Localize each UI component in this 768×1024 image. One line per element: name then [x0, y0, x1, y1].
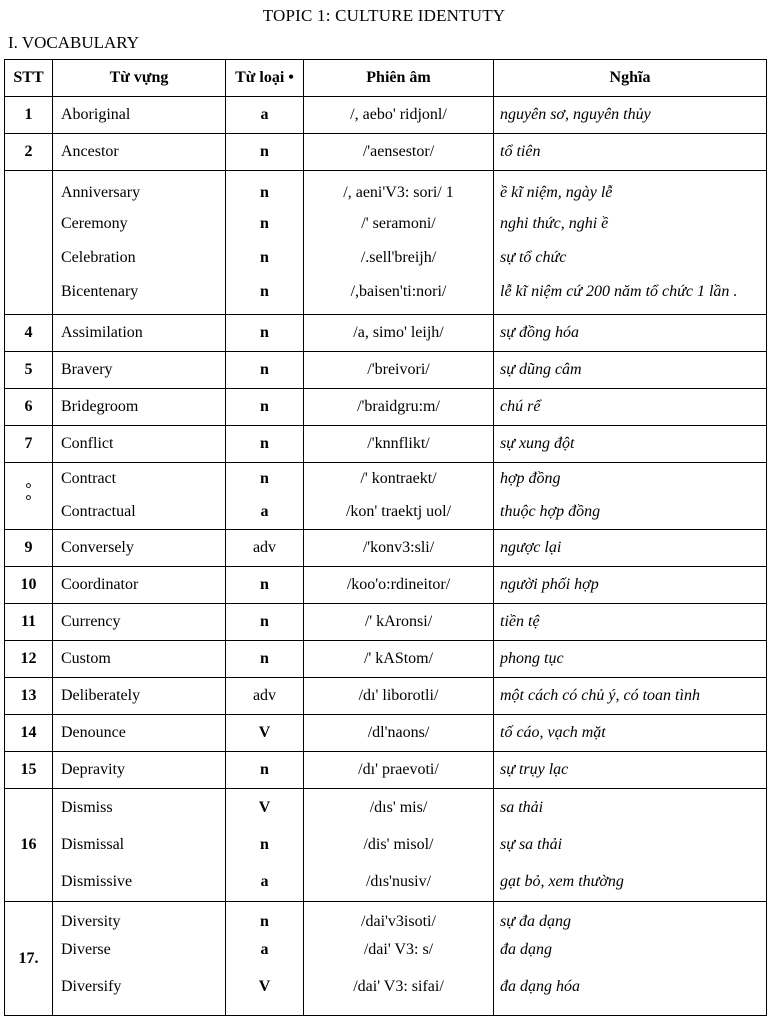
cell-word-text: Currency — [61, 612, 121, 630]
cell-word-text: Ancestor — [61, 142, 119, 160]
table-row — [5, 715, 767, 752]
cell-word — [53, 530, 226, 567]
cell-word-text: Dismissal — [61, 836, 125, 853]
cell-pronunciation-text: /' kontraekt/ — [360, 470, 437, 487]
cell-word-text: Depravity — [61, 760, 125, 778]
cell-meaning-text: hợp đồng — [500, 470, 561, 487]
cell-meaning — [494, 789, 767, 902]
table-row — [5, 171, 767, 315]
cell-word — [53, 171, 226, 315]
cell-word — [53, 463, 226, 530]
cell-meaning-text: thuộc hợp đồng — [500, 503, 601, 520]
cell-word — [53, 715, 226, 752]
cell-meaning-text: đa dạng — [500, 940, 552, 958]
cell-stt: 4 — [5, 315, 53, 352]
cell-word-text: Diversify — [61, 977, 122, 995]
cell-word — [53, 426, 226, 463]
cell-meaning-text: tổ tiên — [500, 142, 541, 160]
cell-type-text: n — [260, 183, 269, 201]
table-row — [5, 389, 767, 426]
cell-word-text: Contract — [61, 470, 117, 487]
cell-pronunciation — [304, 315, 494, 352]
cell-stt: 14 — [5, 715, 53, 752]
cell-word-text: Deliberately — [61, 686, 141, 704]
cell-meaning-text: nguyên sơ, nguyên thủy — [500, 105, 651, 123]
table-row — [5, 641, 767, 678]
table-row — [5, 902, 767, 1016]
cell-meaning-text: lễ kĩ niệm cứ 200 năm tổ chức 1 lần . — [500, 282, 738, 300]
cell-pronunciation-text: /'breivori/ — [367, 360, 430, 378]
cell-type-text: n — [260, 282, 269, 300]
cell-type-text: adv — [252, 686, 277, 704]
table-row — [5, 678, 767, 715]
table-row — [5, 426, 767, 463]
cell-pronunciation — [304, 567, 494, 604]
cell-type — [226, 426, 304, 463]
cell-pronunciation — [304, 678, 494, 715]
header-word: Từ vựng — [53, 60, 226, 97]
cell-type-text: n — [260, 470, 269, 487]
cell-word — [53, 315, 226, 352]
table-row — [5, 567, 767, 604]
cell-stt: 10 — [5, 567, 53, 604]
cell-type-text: n — [260, 649, 269, 667]
cell-meaning — [494, 902, 767, 1016]
cell-word-text: Anniversary — [61, 183, 141, 201]
cell-meaning-text: sự dũng câm — [500, 360, 582, 378]
cell-meaning — [494, 171, 767, 315]
cell-type-text: n — [260, 397, 269, 415]
cell-word-text: Celebration — [61, 248, 136, 266]
cell-meaning — [494, 315, 767, 352]
cell-pronunciation-text: /dis' misol/ — [363, 836, 434, 853]
cell-type-text: a — [260, 105, 269, 123]
cell-meaning-text: sự sa thải — [500, 836, 563, 853]
cell-stt — [5, 171, 53, 315]
cell-type-text: V — [258, 977, 271, 995]
cell-pronunciation-text: /dı' praevoti/ — [358, 760, 439, 778]
cell-word — [53, 567, 226, 604]
cell-pronunciation-text: /'braidgru:m/ — [357, 397, 440, 415]
cell-pronunciation-text: /' seramoni/ — [361, 214, 436, 232]
cell-word — [53, 752, 226, 789]
cell-type — [226, 567, 304, 604]
cell-pronunciation — [304, 530, 494, 567]
cell-pronunciation-text: /.sell'breijh/ — [360, 248, 437, 266]
cell-meaning-text: ngược lại — [500, 538, 562, 556]
cell-stt: 5 — [5, 352, 53, 389]
cell-meaning-text: sự trụy lạc — [500, 760, 569, 778]
cell-stt: 13 — [5, 678, 53, 715]
cell-word-text: Assimilation — [61, 323, 143, 341]
cell-pronunciation-text: /,baisen'ti:nori/ — [350, 282, 447, 300]
cell-word-text: Bicentenary — [61, 282, 139, 300]
cell-word — [53, 641, 226, 678]
cell-pronunciation — [304, 171, 494, 315]
cell-word-text: Custom — [61, 649, 111, 667]
cell-meaning — [494, 567, 767, 604]
cell-meaning-text: sự đa dạng — [500, 912, 571, 930]
cell-pronunciation — [304, 789, 494, 902]
table-row — [5, 604, 767, 641]
cell-meaning — [494, 678, 767, 715]
cell-meaning — [494, 752, 767, 789]
cell-word — [53, 678, 226, 715]
cell-word-text: Dismissive — [61, 873, 133, 890]
cell-type — [226, 352, 304, 389]
cell-stt: 17. — [5, 902, 53, 1016]
cell-meaning — [494, 389, 767, 426]
cell-meaning — [494, 604, 767, 641]
cell-pronunciation — [304, 389, 494, 426]
cell-type-text: n — [260, 248, 269, 266]
cell-type — [226, 315, 304, 352]
cell-pronunciation-text: /' kAStom/ — [363, 649, 434, 667]
cell-meaning — [494, 530, 767, 567]
header-type: Từ loại • — [226, 60, 304, 97]
cell-pronunciation-text: /'knnflikt/ — [367, 434, 430, 452]
cell-meaning-text: sự tổ chức — [500, 248, 567, 266]
cell-pronunciation-text: /dı' liborotli/ — [358, 686, 439, 704]
cell-meaning — [494, 715, 767, 752]
cell-stt: 15 — [5, 752, 53, 789]
cell-pronunciation — [304, 752, 494, 789]
cell-type-text: V — [258, 723, 271, 741]
cell-pronunciation — [304, 97, 494, 134]
header-meaning: Nghĩa — [494, 60, 767, 97]
header-stt: STT — [5, 60, 53, 97]
cell-pronunciation-text: /'aensestor/ — [362, 142, 435, 160]
cell-type-text: V — [258, 799, 271, 816]
cell-pronunciation — [304, 134, 494, 171]
cell-word-text: Bravery — [61, 360, 113, 378]
cell-stt: 9 — [5, 530, 53, 567]
cell-pronunciation — [304, 604, 494, 641]
cell-type — [226, 752, 304, 789]
cell-type — [226, 902, 304, 1016]
cell-word — [53, 389, 226, 426]
cell-pronunciation-text: /' kAronsi/ — [364, 612, 433, 630]
cell-type — [226, 789, 304, 902]
cell-type — [226, 389, 304, 426]
cell-word-text: Dismiss — [61, 799, 113, 816]
cell-type — [226, 641, 304, 678]
cell-type-text: n — [260, 434, 269, 452]
table-row — [5, 315, 767, 352]
cell-word-text: Conversely — [61, 538, 134, 556]
cell-meaning — [494, 463, 767, 530]
cell-stt: 16 — [5, 789, 53, 902]
cell-word — [53, 352, 226, 389]
table-row — [5, 752, 767, 789]
table-header-row — [5, 60, 767, 97]
cell-pronunciation-text: /a, simo' leijh/ — [353, 323, 444, 341]
cell-meaning-text: nghi thức, nghi ề — [500, 214, 609, 232]
cell-meaning-text: một cách có chủ ý, có toan tình — [500, 686, 700, 704]
cell-type — [226, 134, 304, 171]
cell-word-text: Diversity — [61, 912, 121, 930]
cell-type — [226, 678, 304, 715]
cell-meaning-text: sự đồng hóa — [500, 323, 579, 341]
table-row — [5, 789, 767, 902]
table-row — [5, 352, 767, 389]
cell-pronunciation-text: /koo'o:rdineitor/ — [346, 575, 451, 593]
table-row — [5, 97, 767, 134]
cell-meaning-text: phong tục — [500, 649, 564, 667]
cell-meaning — [494, 426, 767, 463]
cell-word — [53, 97, 226, 134]
cell-pronunciation — [304, 902, 494, 1016]
cell-pronunciation-text: /, aeni'V3: sori/ 1 — [343, 183, 454, 201]
cell-word-text: Diverse — [61, 940, 111, 958]
cell-type-text: n — [260, 575, 269, 593]
cell-word — [53, 134, 226, 171]
table-body — [5, 97, 767, 1016]
cell-type-text: n — [260, 323, 269, 341]
cell-word-text: Conflict — [61, 434, 114, 452]
cell-stt: 7 — [5, 426, 53, 463]
cell-type-text: a — [260, 873, 269, 890]
cell-pronunciation-text: /kon' traektj uol/ — [345, 503, 452, 520]
cell-type-text: n — [260, 214, 269, 232]
cell-type — [226, 97, 304, 134]
cell-pronunciation — [304, 641, 494, 678]
cell-pronunciation-text: /dıs'nusiv/ — [365, 873, 432, 890]
cell-meaning-text: tiền tệ — [500, 612, 540, 630]
cell-word — [53, 789, 226, 902]
cell-pronunciation-text: /, aebo' ridjonl/ — [350, 105, 447, 123]
cell-meaning-text: gạt bỏ, xem thường — [500, 873, 624, 890]
cell-pronunciation — [304, 426, 494, 463]
cell-word-text: Denounce — [61, 723, 126, 741]
cell-meaning — [494, 352, 767, 389]
vocabulary-table — [4, 59, 767, 1016]
cell-type — [226, 463, 304, 530]
cell-type-text: n — [260, 360, 269, 378]
cell-word — [53, 902, 226, 1016]
section-heading: I. VOCABULARY — [8, 33, 139, 52]
cell-pronunciation-text: /dai'v3isoti/ — [361, 912, 436, 930]
cell-pronunciation-text: /'konv3:sli/ — [362, 538, 435, 556]
cell-stt: 12 — [5, 641, 53, 678]
cell-meaning-text: sa thải — [500, 799, 544, 816]
cell-pronunciation-text: /dai' V3: s/ — [363, 940, 434, 958]
cell-meaning-text: sự xung đột — [500, 434, 575, 452]
cell-type-text: n — [260, 760, 269, 778]
cell-pronunciation-text: /dıs' mis/ — [369, 799, 428, 816]
cell-type — [226, 530, 304, 567]
cell-pronunciation — [304, 715, 494, 752]
cell-word-text: Ceremony — [61, 214, 128, 232]
cell-pronunciation — [304, 352, 494, 389]
cell-stt: 2 — [5, 134, 53, 171]
cell-meaning — [494, 134, 767, 171]
cell-stt: ° ° — [5, 463, 53, 530]
cell-word-text: Aboriginal — [61, 105, 131, 123]
cell-meaning-text: người phối hợp — [500, 575, 599, 593]
cell-word — [53, 604, 226, 641]
table-row — [5, 134, 767, 171]
cell-stt: 11 — [5, 604, 53, 641]
cell-pronunciation-text: /dl'naons/ — [367, 723, 430, 741]
document-title: TOPIC 1: CULTURE IDENTUTY — [262, 6, 506, 25]
cell-meaning-text: chú rể — [500, 397, 541, 415]
cell-type — [226, 604, 304, 641]
cell-type — [226, 715, 304, 752]
cell-pronunciation — [304, 463, 494, 530]
cell-type — [226, 171, 304, 315]
cell-meaning — [494, 641, 767, 678]
cell-word-text: Bridegroom — [61, 397, 139, 415]
cell-type-text: n — [260, 612, 269, 630]
cell-stt: 6 — [5, 389, 53, 426]
cell-meaning-text: đa dạng hóa — [500, 977, 580, 995]
table-row — [5, 530, 767, 567]
cell-pronunciation-text: /dai' V3: sifai/ — [353, 977, 444, 995]
cell-meaning-text: ề kĩ niệm, ngày lễ — [500, 183, 613, 201]
cell-word-text: Contractual — [61, 503, 136, 520]
table-row — [5, 463, 767, 530]
cell-word-text: Coordinator — [61, 575, 139, 593]
cell-type-text: a — [260, 503, 269, 520]
cell-meaning — [494, 97, 767, 134]
cell-type-text: adv — [252, 538, 277, 556]
header-pronunciation: Phiên âm — [304, 60, 494, 97]
cell-type-text: a — [260, 940, 269, 958]
cell-stt: 1 — [5, 97, 53, 134]
cell-type-text: n — [260, 142, 269, 160]
cell-type-text: n — [260, 912, 269, 930]
cell-type-text: n — [260, 836, 269, 853]
cell-meaning-text: tố cáo, vạch mặt — [500, 723, 606, 741]
